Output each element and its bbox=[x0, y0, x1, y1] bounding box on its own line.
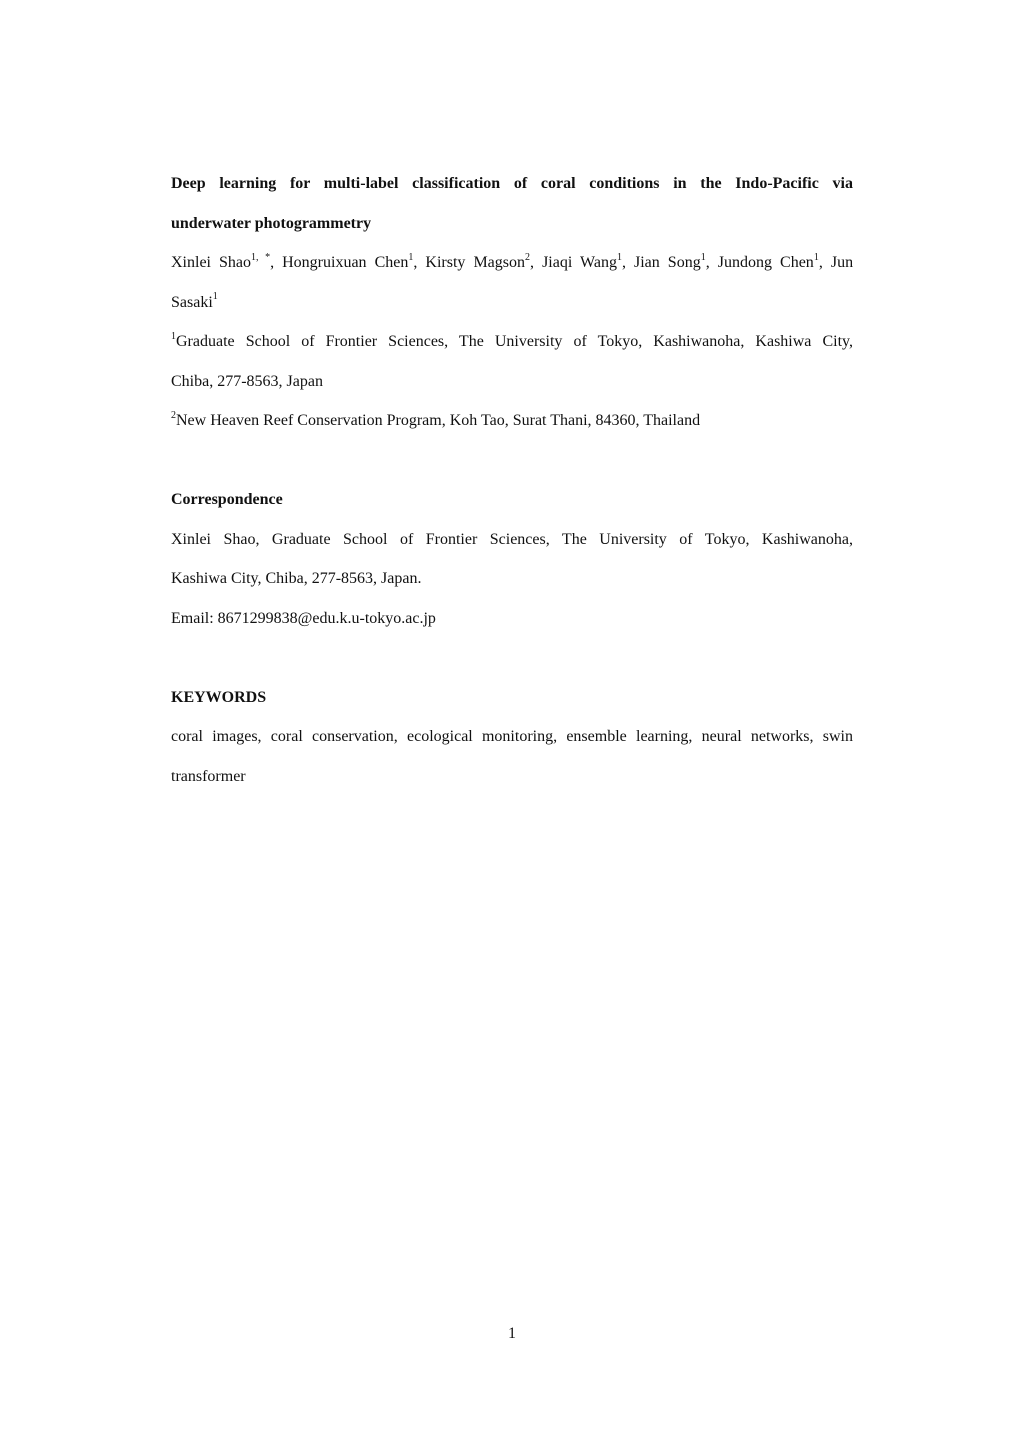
author-name: Jiaqi Wang bbox=[542, 254, 617, 271]
affiliation-2 bbox=[171, 401, 853, 441]
paper-title-line-2: underwater photogrammetry bbox=[171, 214, 372, 232]
keywords-line-2: transformer bbox=[171, 767, 246, 785]
author-name: Xinlei Shao bbox=[171, 254, 252, 271]
author-name: Jian Song bbox=[634, 254, 701, 271]
author-name: Sasaki bbox=[171, 293, 213, 311]
author-affiliation-marker: 1 bbox=[813, 251, 819, 263]
section-spacer bbox=[171, 638, 853, 678]
affiliation-1-line-2: Chiba, 277-8563, Japan bbox=[171, 372, 323, 390]
author-name: Jun bbox=[830, 254, 854, 271]
page-number: 1 bbox=[508, 1325, 516, 1342]
affiliation-text: Graduate School of Frontier Sciences, The University of Tokyo, Kashiwanoha, Kashiwa City, bbox=[176, 333, 853, 350]
author-affiliation-marker: 2 bbox=[525, 251, 531, 263]
author-name: Jundong Chen bbox=[717, 254, 814, 271]
paper-title-line-1: Deep learning for multi-label classification of coral conditions in the Indo-Pacific via bbox=[171, 175, 853, 192]
keywords-line-1: coral images, coral conservation, ecological monitoring, ensemble learning, neural networks, swin bbox=[171, 728, 853, 745]
author-name: Kirsty Magson bbox=[425, 254, 526, 271]
affiliation-marker: 1 bbox=[171, 330, 176, 342]
author-affiliation-marker: 1 bbox=[408, 251, 414, 263]
author-list-line-2 bbox=[171, 283, 853, 323]
author-affiliation-marker: 1 bbox=[616, 251, 622, 263]
affiliation-marker: 2 bbox=[171, 409, 176, 421]
affiliation-1-line-1 bbox=[171, 322, 853, 362]
author-name: Hongruixuan Chen bbox=[282, 254, 409, 271]
title-page bbox=[171, 164, 853, 796]
section-spacer bbox=[171, 441, 853, 481]
keywords-heading: KEYWORDS bbox=[171, 688, 267, 706]
author-affiliation-marker: 1, * bbox=[251, 251, 271, 263]
correspondence-line-1: Xinlei Shao, Graduate School of Frontier Sciences, The University of Tokyo, Kashiwanoha, bbox=[171, 530, 853, 548]
author-affiliation-marker: 1 bbox=[700, 251, 706, 263]
affiliation-text: New Heaven Reef Conservation Program, Koh Tao, Surat Thani, 84360, Thailand bbox=[176, 412, 701, 429]
correspondence-heading: Correspondence bbox=[171, 491, 283, 508]
author-affiliation-marker: 1 bbox=[212, 291, 218, 303]
author-list-line-1: Xinlei Shao$^{1, *}$, Hongruixuan Chen$^1$, Kirsty Magson$^2$, Jiaqi Wang$^1$, Jian Song$^1$, Jundong Chen$^1$, Jun bbox=[171, 251, 854, 271]
correspondence-line-2: Kashiwa City, Chiba, 277-8563, Japan. bbox=[171, 570, 422, 587]
correspondence-email: Email: 8671299838@edu.k.u-tokyo.ac.jp bbox=[171, 609, 436, 627]
